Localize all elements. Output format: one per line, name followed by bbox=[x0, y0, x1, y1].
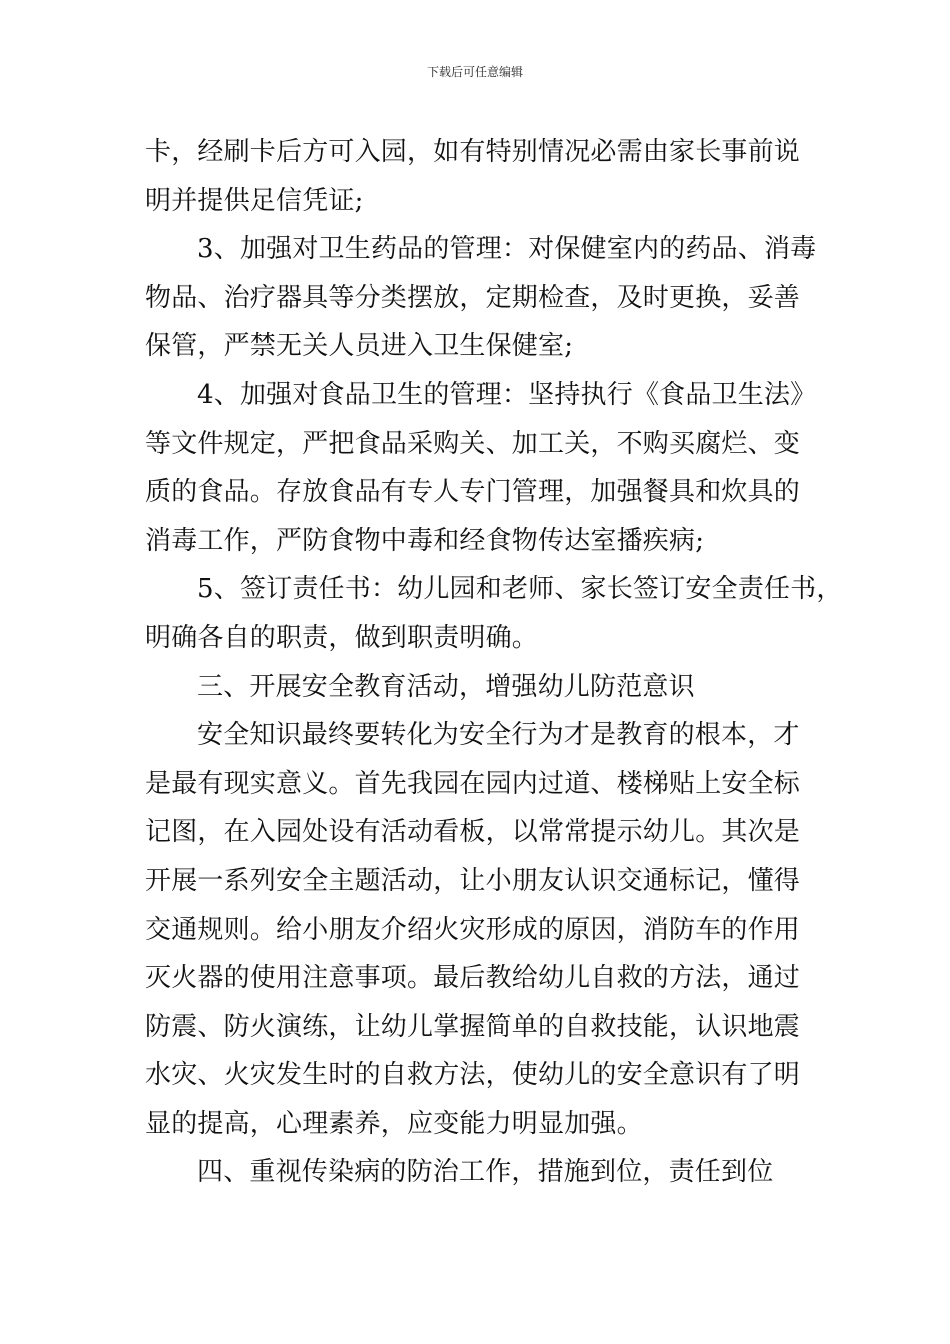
text-line: 5、签订责任书：幼儿园和老师、家长签订安全责任书， bbox=[197, 574, 843, 605]
text-line: 灭火器的使用注意事项。最后教给幼儿自救的方法，通过 bbox=[145, 963, 801, 994]
text-line: 交通规则。给小朋友介绍火灾形成的原因，消防车的作用 bbox=[145, 914, 801, 945]
section-heading: 四、重视传染病的防治工作，措施到位，责任到位 bbox=[197, 1157, 774, 1188]
text-line: 明确各自的职责，做到职责明确。 bbox=[145, 622, 539, 653]
text-line: 水灾、火灾发生时的自救方法，使幼儿的安全意识有了明 bbox=[145, 1060, 801, 1091]
text-line: 质的食品。存放食品有专人专门管理，加强餐具和炊具的 bbox=[145, 477, 801, 508]
text-line: 显的提高，心理素养，应变能力明显加强。 bbox=[145, 1108, 643, 1139]
text-line: 等文件规定，严把食品采购关、加工关，不购买腐烂、变 bbox=[145, 428, 801, 459]
text-line: 物品、治疗器具等分类摆放，定期检查，及时更换，妥善 bbox=[145, 282, 801, 313]
page-header: 下载后可任意编辑 bbox=[426, 65, 523, 79]
text-line: 消毒工作，严防食物中毒和经食物传达室播疾病; bbox=[145, 525, 705, 556]
document-body bbox=[145, 128, 843, 1197]
text-line: 保管，严禁无关人员进入卫生保健室; bbox=[145, 331, 574, 362]
text-line: 卡，经刷卡后方可入园，如有特别情况必需由家长事前说 bbox=[145, 137, 801, 167]
text-line: 开展一系列安全主题活动，让小朋友认识交通标记，懂得 bbox=[145, 865, 801, 896]
text-line: 防震、防火演练，让幼儿掌握简单的自救技能，认识地震 bbox=[145, 1011, 801, 1042]
section-heading: 三、开展安全教育活动，增强幼儿防范意识 bbox=[197, 671, 695, 702]
text-line: 安全知识最终要转化为安全行为才是教育的根本，才 bbox=[197, 720, 800, 751]
text-line: 3、加强对卫生药品的管理：对保健室内的药品、消毒 bbox=[197, 234, 817, 265]
text-line: 是最有现实意义。首先我园在园内过道、楼梯贴上安全标 bbox=[145, 768, 801, 799]
text-line: 记图，在入园处设有活动看板，以常常提示幼儿。其次是 bbox=[145, 817, 801, 848]
text-line: 4、加强对食品卫生的管理：坚持执行《食品卫生法》 bbox=[197, 379, 817, 410]
text-line: 明并提供足信凭证; bbox=[145, 185, 364, 216]
